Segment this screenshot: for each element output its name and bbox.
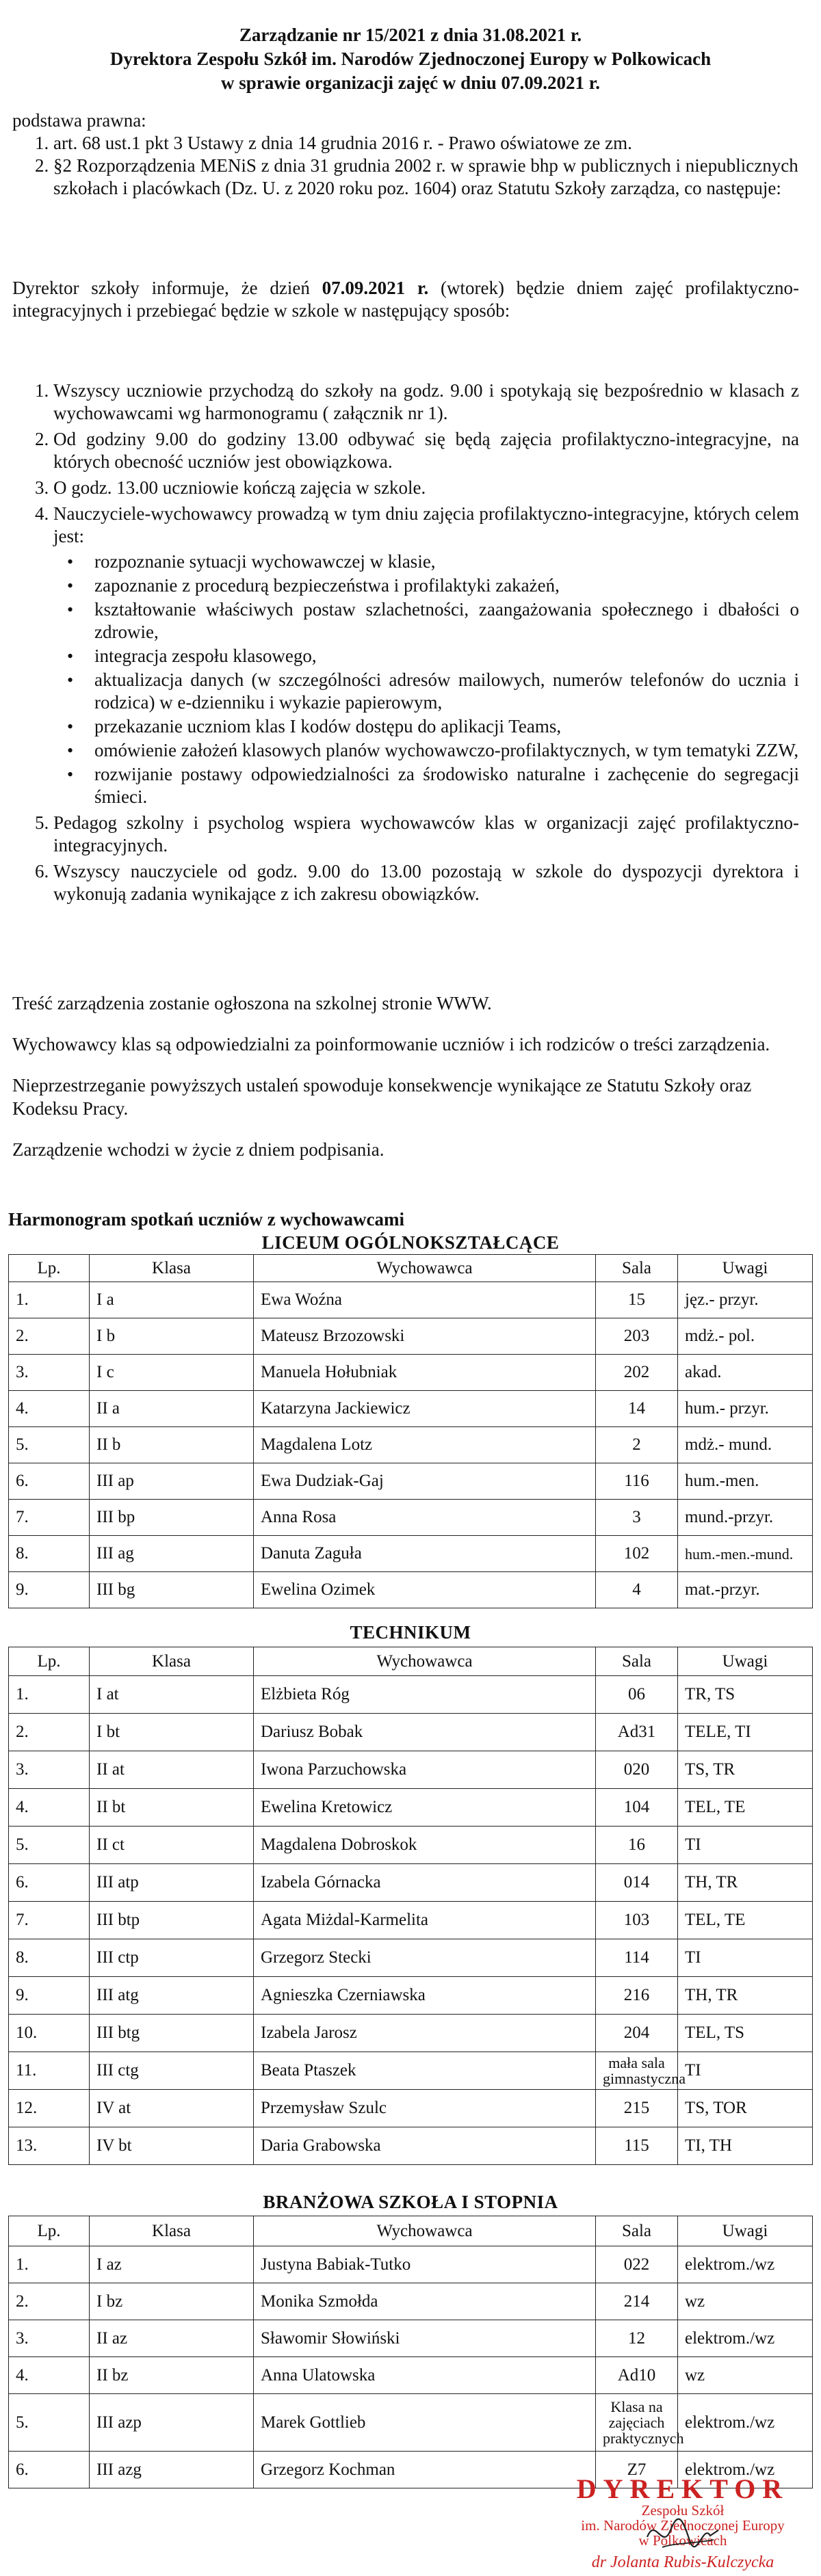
cell-lp: 9. [9,1977,90,2015]
legal-basis [12,109,799,200]
cell-sala: 4 [596,1572,678,1608]
tech-section-title: TECHNIKUM [350,1622,471,1643]
cell-wychowawca: Grzegorz Kochman [254,2452,596,2488]
col-lp: Lp. [9,2216,90,2246]
cell-wychowawca: Ewa Woźna [254,1282,596,1318]
cell-sala: 15 [596,1282,678,1318]
col-klasa: Klasa [90,2216,254,2246]
cell-uwagi: TI [678,1827,813,1864]
cell-lp: 8. [9,1536,90,1572]
cell-wychowawca: Iwona Parzuchowska [254,1751,596,1789]
cell-wychowawca: Manuela Hołubniak [254,1355,596,1391]
table-row [9,2015,813,2052]
cell-lp: 9. [9,1572,90,1608]
branz-table [8,2216,813,2488]
table-row [9,1391,813,1427]
cell-sala: 202 [596,1355,678,1391]
cell-uwagi: TEL, TE [678,1789,813,1827]
table-row [9,1355,813,1391]
note-paragraph: Nieprzestrzeganie powyższych ustaleń spowoduje konsekwencje wynikające ze Statutu Szkoły oraz Kodeksu Pracy. [12,1075,752,1119]
cell-lp: 13. [9,2127,90,2165]
step-4-text: Nauczyciele-wychowawcy prowadzą w tym dniu zajęcia profilaktyczno-integracyjne, których celem jest: [53,503,799,546]
cell-lp: 6. [9,1864,90,1902]
cell-uwagi: TS, TOR [678,2090,813,2127]
cell-sala: 214 [596,2283,678,2320]
cell-sala: 104 [596,1789,678,1827]
goals-list [53,550,799,808]
cell-uwagi: jęz.- przyr. [678,1282,813,1318]
goal-item: • kształtowanie właściwych postaw szlachetności, zaangażowania społecznego i dbałości o zdrowie, [94,598,799,643]
table-row [9,1751,813,1789]
header-title: Zarządzanie nr 15/2021 z dnia 31.08.2021 r. [239,25,582,45]
cell-klasa: III azg [90,2452,254,2488]
cell-sala: Klasa na zajęciach praktycznych [596,2394,678,2452]
table-row [9,1902,813,1939]
cell-wychowawca: Agata Miżdal-Karmelita [254,1902,596,1939]
table-header-row [9,1255,813,1282]
col-wychowawca: Wychowawca [254,2216,596,2246]
col-uwagi: Uwagi [678,2216,813,2246]
table-row [9,2357,813,2394]
cell-uwagi: elektrom./wz [678,2394,813,2452]
cell-sala: 216 [596,1977,678,2015]
cell-lp: 8. [9,1939,90,1977]
cell-lp: 5. [9,2394,90,2452]
cell-wychowawca: Katarzyna Jackiewicz [254,1391,596,1427]
cell-wychowawca: Dariusz Bobak [254,1714,596,1751]
cell-sala: Z7 [596,2452,678,2488]
cell-uwagi: TEL, TS [678,2015,813,2052]
goal-item: • rozwijanie postawy odpowiedzialności za środowisko naturalne i zachęcenie do segregacji śmieci. [94,763,799,808]
cell-sala: 06 [596,1676,678,1714]
cell-lp: 2. [9,1714,90,1751]
cell-sala: 103 [596,1902,678,1939]
cell-klasa: III btp [90,1902,254,1939]
cell-lp: 10. [9,2015,90,2052]
cell-lp: 1. [9,1676,90,1714]
cell-sala: 2 [596,1427,678,1463]
legal-basis-item: 2. §2 Rozporządzenia MENiS z dnia 31 grudnia 2002 r. w sprawie bhp w publicznych i niepublicznych szkołach i placówkach (Dz. U. z 2020 roku poz. 1604) oraz Statutu Szkoły zarządza, co następuje: [53,155,799,200]
goal-item: • rozpoznanie sytuacji wychowawczej w klasie, [94,550,799,573]
cell-klasa: III ctp [90,1939,254,1977]
stamp-line: Zespołu Szkół [641,2502,725,2519]
intro-after: (wtorek) będzie dniem zajęć profilaktyczno-integracyjnych i przebiegać będzie w szkole w następujący sposób: [12,278,800,321]
cell-klasa: II a [90,1391,254,1427]
col-sala: Sala [596,1255,678,1282]
cell-klasa: III atg [90,1977,254,2015]
col-klasa: Klasa [90,1255,254,1282]
cell-wychowawca: Elżbieta Róg [254,1676,596,1714]
col-sala: Sala [596,1647,678,1676]
table-row [9,1714,813,1751]
cell-lp: 3. [9,2320,90,2357]
table-row [9,1827,813,1864]
cell-klasa: II bt [90,1789,254,1827]
cell-wychowawca: Danuta Zaguła [254,1536,596,1572]
cell-uwagi: TI, TH [678,2127,813,2165]
cell-wychowawca: Sławomir Słowiński [254,2320,596,2357]
cell-sala: 12 [596,2320,678,2357]
intro-before: Dyrektor szkoły informuje, że dzień [12,278,310,298]
cell-uwagi: TH, TR [678,1977,813,2015]
col-uwagi: Uwagi [678,1647,813,1676]
cell-uwagi: wz [678,2283,813,2320]
cell-uwagi: mat.-przyr. [678,1572,813,1608]
cell-klasa: II ct [90,1827,254,1864]
table-row [9,1864,813,1902]
cell-uwagi: hum.-men. [678,1463,813,1500]
cell-sala: 114 [596,1939,678,1977]
cell-uwagi: elektrom./wz [678,2246,813,2283]
col-lp: Lp. [9,1255,90,1282]
cell-klasa: II bz [90,2357,254,2394]
cell-sala: 115 [596,2127,678,2165]
cell-sala: mała sala gimnastyczna [596,2052,678,2090]
cell-lp: 11. [9,2052,90,2090]
cell-lp: 5. [9,1827,90,1864]
col-klasa: Klasa [90,1647,254,1676]
goal-item: • aktualizacja danych (w szczególności adresów mailowych, numerów telefonów do ucznia i rodzica) w e-dzienniku i wykazie papierowym, [94,669,799,714]
cell-uwagi: mdż.- pol. [678,1318,813,1355]
cell-uwagi: elektrom./wz [678,2452,813,2488]
document-header [0,23,821,95]
cell-lp: 4. [9,1789,90,1827]
cell-sala: 020 [596,1751,678,1789]
table-row [9,2394,813,2452]
legal-basis-item: 1. art. 68 ust.1 pkt 3 Ustawy z dnia 14 grudnia 2016 r. - Prawo oświatowe ze zm. [53,132,799,155]
cell-uwagi: mdż.- mund. [678,1427,813,1463]
col-wychowawca: Wychowawca [254,1255,596,1282]
header-issuer: Dyrektora Zespołu Szkół im. Narodów Zjednoczonej Europy w Polkowicach [109,49,712,69]
table-row [9,1789,813,1827]
goal-item: • omówienie założeń klasowych planów wychowawczo-profilaktycznych, w tym tematyki ZZW, [94,739,799,762]
table-row [9,1318,813,1355]
col-sala: Sala [596,2216,678,2246]
cell-klasa: I az [90,2246,254,2283]
cell-sala: 3 [596,1500,678,1536]
note-paragraph: Wychowawcy klas są odpowiedzialni za poinformowanie uczniów i ich rodziców o treści zarządzenia. [12,1034,770,1054]
cell-wychowawca: Justyna Babiak-Tutko [254,2246,596,2283]
cell-uwagi: akad. [678,1355,813,1391]
col-uwagi: Uwagi [678,1255,813,1282]
cell-uwagi: hum.- przyr. [678,1391,813,1427]
step-item: 5. Pedagog szkolny i psycholog wspiera wychowawców klas w organizacji zajęć profilaktyczno-integracyjnych. [53,812,799,857]
cell-lp: 7. [9,1500,90,1536]
cell-klasa: I at [90,1676,254,1714]
cell-uwagi: TR, TS [678,1676,813,1714]
lo-section-title: LICEUM OGÓLNOKSZTAŁCĄCE [261,1232,560,1253]
cell-sala: Ad10 [596,2357,678,2394]
branz-section-title: BRANŻOWA SZKOŁA I STOPNIA [263,2192,558,2212]
cell-wychowawca: Mateusz Brzozowski [254,1318,596,1355]
cell-klasa: III btg [90,2015,254,2052]
cell-wychowawca: Ewelina Ozimek [254,1572,596,1608]
step-item: 2. Od godziny 9.00 do godziny 13.00 odbywać się będą zajęcia profilaktyczno-integracyjne, na których obecność uczniów jest obowiązkowa. [53,428,799,473]
table-row [9,1536,813,1572]
cell-sala: 022 [596,2246,678,2283]
cell-klasa: III ctg [90,2052,254,2090]
lo-table [8,1254,813,1608]
table-row [9,2246,813,2283]
intro-paragraph [12,277,799,322]
cell-uwagi: TH, TR [678,1864,813,1902]
cell-klasa: II az [90,2320,254,2357]
cell-klasa: III bg [90,1572,254,1608]
cell-wychowawca: Przemysław Szulc [254,2090,596,2127]
cell-wychowawca: Daria Grabowska [254,2127,596,2165]
cell-wychowawca: Anna Ulatowska [254,2357,596,2394]
col-wychowawca: Wychowawca [254,1647,596,1676]
cell-klasa: I c [90,1355,254,1391]
cell-sala: 14 [596,1391,678,1427]
cell-wychowawca: Ewelina Kretowicz [254,1789,596,1827]
goal-item: • integracja zespołu klasowego, [94,645,799,667]
cell-sala: 102 [596,1536,678,1572]
cell-lp: 6. [9,1463,90,1500]
cell-uwagi: wz [678,2357,813,2394]
cell-lp: 2. [9,2283,90,2320]
goal-item: • zapoznanie z procedurą bezpieczeństwa i profilaktyki zakażeń, [94,574,799,597]
cell-sala: 204 [596,2015,678,2052]
step-item: 1. Wszyscy uczniowie przychodzą do szkoły na godz. 9.00 i spotykają się bezpośrednio w klasach z wychowawcami wg harmonogramu ( załącznik nr 1). [53,380,799,425]
cell-klasa: I bt [90,1714,254,1751]
cell-lp: 1. [9,1282,90,1318]
table-row [9,2320,813,2357]
cell-uwagi: hum.-men.-mund. [678,1536,813,1572]
table-row [9,1282,813,1318]
stamp-line: w Polkowicach [638,2532,727,2549]
cell-wychowawca: Izabela Jarosz [254,2015,596,2052]
cell-uwagi: mund.-przyr. [678,1500,813,1536]
cell-uwagi: TEL, TE [678,1902,813,1939]
cell-lp: 4. [9,2357,90,2394]
cell-lp: 3. [9,1355,90,1391]
table-row [9,1463,813,1500]
table-header-row [9,1647,813,1676]
cell-klasa: III ap [90,1463,254,1500]
cell-lp: 6. [9,2452,90,2488]
cell-uwagi: TS, TR [678,1751,813,1789]
cell-lp: 2. [9,1318,90,1355]
steps-list [12,380,799,909]
cell-sala: 215 [596,2090,678,2127]
table-header-row [9,2216,813,2246]
table-row [9,1572,813,1608]
intro-date: 07.09.2021 r. [322,278,429,298]
step-item: 6. Wszyscy nauczyciele od godz. 9.00 do 13.00 pozostają w szkole do dyspozycji dyrektora i wykonują zadania wynikające z ich zakresu obowiązków. [53,860,799,905]
table-row [9,2052,813,2090]
step-item [53,503,799,808]
header-subject: w sprawie organizacji zajęć w dniu 07.09.2021 r. [221,72,600,93]
cell-klasa: IV bt [90,2127,254,2165]
cell-klasa: III ag [90,1536,254,1572]
cell-sala: 014 [596,1864,678,1902]
cell-uwagi: TI [678,1939,813,1977]
step-item: 3. O godz. 13.00 uczniowie kończą zajęcia w szkole. [53,477,799,499]
cell-wychowawca: Magdalena Lotz [254,1427,596,1463]
cell-klasa: I a [90,1282,254,1318]
goal-item: • przekazanie uczniom klas I kodów dostępu do aplikacji Teams, [94,715,799,738]
table-row [9,1676,813,1714]
cell-wychowawca: Grzegorz Stecki [254,1939,596,1977]
cell-klasa: II at [90,1751,254,1789]
table-row [9,1427,813,1463]
cell-uwagi: elektrom./wz [678,2320,813,2357]
cell-klasa: II b [90,1427,254,1463]
stamp-line: im. Narodów Zjednoczonej Europy [581,2517,785,2534]
table-row [9,2127,813,2165]
table-row [9,2283,813,2320]
schedule-title: Harmonogram spotkań uczniów z wychowawcami [8,1209,404,1230]
table-row [9,1939,813,1977]
closing-notes [12,992,799,1179]
cell-klasa: I bz [90,2283,254,2320]
cell-sala: 203 [596,1318,678,1355]
cell-wychowawca: Monika Szmołda [254,2283,596,2320]
note-paragraph: Treść zarządzenia zostanie ogłoszona na szkolnej stronie WWW. [12,993,492,1013]
cell-uwagi: TELE, TI [678,1714,813,1751]
cell-lp: 5. [9,1427,90,1463]
cell-wychowawca: Izabela Górnacka [254,1864,596,1902]
cell-lp: 3. [9,1751,90,1789]
cell-klasa: I b [90,1318,254,1355]
cell-wychowawca: Beata Ptaszek [254,2052,596,2090]
table-row [9,2090,813,2127]
cell-lp: 12. [9,2090,90,2127]
cell-klasa: IV at [90,2090,254,2127]
cell-lp: 4. [9,1391,90,1427]
table-row [9,1500,813,1536]
legal-basis-label: podstawa prawna: [12,110,146,131]
col-lp: Lp. [9,1647,90,1676]
table-row [9,1977,813,2015]
cell-lp: 7. [9,1902,90,1939]
cell-uwagi: TI [678,2052,813,2090]
cell-sala: 16 [596,1827,678,1864]
cell-klasa: III azp [90,2394,254,2452]
cell-sala: Ad31 [596,1714,678,1751]
cell-lp: 1. [9,2246,90,2283]
cell-wychowawca: Anna Rosa [254,1500,596,1536]
cell-klasa: III bp [90,1500,254,1536]
tech-table [8,1647,813,2165]
handwritten-signature [642,2510,724,2558]
cell-klasa: III atp [90,1864,254,1902]
cell-wychowawca: Marek Gottlieb [254,2394,596,2452]
cell-wychowawca: Ewa Dudziak-Gaj [254,1463,596,1500]
note-paragraph: Zarządzenie wchodzi w życie z dniem podpisania. [12,1139,385,1160]
cell-wychowawca: Magdalena Dobroskok [254,1827,596,1864]
director-stamp [553,2475,813,2572]
cell-wychowawca: Agnieszka Czerniawska [254,1977,596,2015]
stamp-title: DYREKTOR [576,2473,790,2504]
stamp-name: dr Jolanta Rubis-Kulczycka [591,2553,774,2571]
cell-sala: 116 [596,1463,678,1500]
